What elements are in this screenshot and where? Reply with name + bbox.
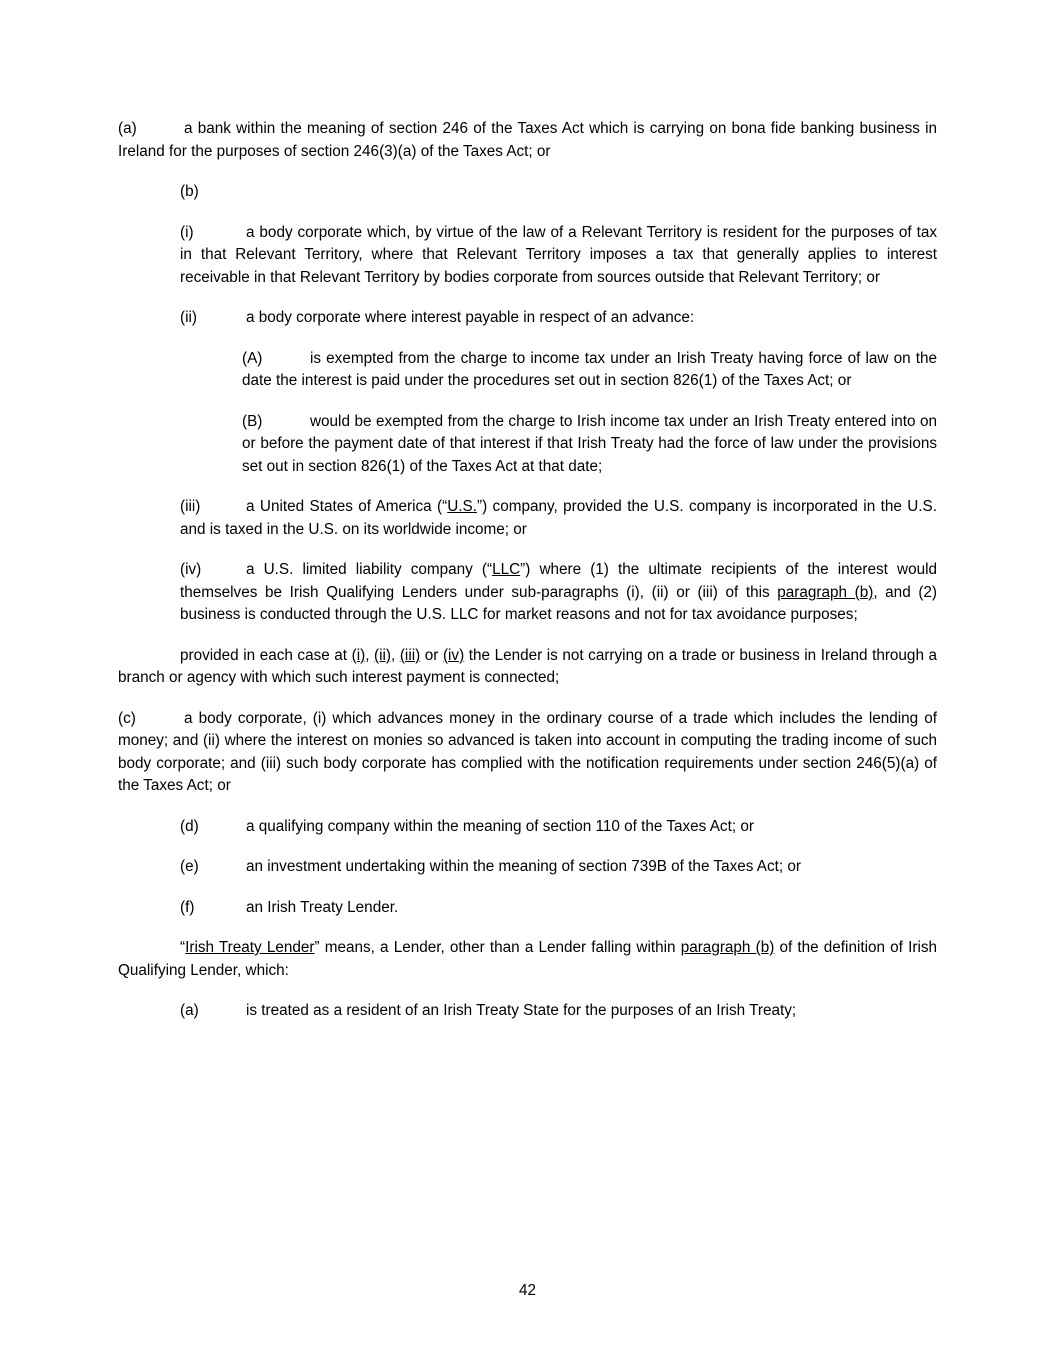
text-run: , <box>391 646 400 664</box>
list-marker: (A) <box>242 349 263 367</box>
paragraph-text: a body corporate where interest payable in respect of an advance: <box>246 309 695 326</box>
paragraph-b-ii <box>180 307 937 330</box>
list-marker: (ii) <box>180 309 197 326</box>
paragraph-text <box>180 498 937 538</box>
text-run: , and (2) business is conducted through the U.S. LLC for market reasons and not for tax avoidance purposes; <box>180 583 938 623</box>
paragraph-text: an investment undertaking within the meaning of section 739B of the Taxes Act; or <box>246 858 801 875</box>
list-marker: (i) <box>180 223 194 241</box>
list-marker: (a) <box>180 1002 199 1019</box>
paragraph-def-a <box>180 1000 937 1023</box>
paragraph-b-iii <box>180 496 937 541</box>
list-marker: (iii) <box>180 498 201 515</box>
paragraph-text: is exempted from the charge to income tax under an Irish Treaty having force of law on the date the interest is paid under the procedures set out in section 826(1) of the Taxes Act; or <box>242 349 937 389</box>
paragraph-text: a bank within the meaning of section 246 of the Taxes Act which is carrying on bona fide banking business in Ireland for the purposes of section 246(3)(a) of the Taxes Act; or <box>118 120 937 160</box>
paragraph-b-marker <box>180 181 937 204</box>
text-run: a United States of America (“ <box>246 498 448 515</box>
paragraph-text: is treated as a resident of an Irish Treaty State for the purposes of an Irish Treaty; <box>246 1002 797 1019</box>
paragraph-e <box>180 856 937 879</box>
paragraph-b-iv <box>180 559 937 627</box>
text-run: or <box>420 646 443 664</box>
underlined-text: LLC <box>492 561 521 578</box>
text-run: “ <box>180 939 186 956</box>
paragraph-text <box>180 561 937 623</box>
text-run: a U.S. limited liability company (“ <box>246 561 493 578</box>
text-run: ”) where (1) the ultimate recipients of the interest would themselves be Irish Qualifying Lenders under sub-paragraphs (i), (ii) or (iii) of this <box>180 561 937 601</box>
list-marker: (e) <box>180 858 199 875</box>
underlined-text: Irish Treaty Lender <box>185 939 315 956</box>
paragraph-text: an Irish Treaty Lender. <box>246 898 399 916</box>
text-run: , <box>365 646 375 664</box>
page-number: 42 <box>518 1282 536 1299</box>
list-marker: (c) <box>118 709 136 727</box>
paragraph-c <box>118 708 937 798</box>
paragraph-text: a body corporate which, by virtue of the law of a Relevant Territory is resident for the purposes of tax in that Relevant Territory, where that Relevant Territory imposes a tax that generally applies to interest receivable in that Relevant Territory by bodies corporate from sources outside that Relevant Territory; or <box>180 223 937 286</box>
paragraph-b-i <box>180 222 937 290</box>
list-marker: (d) <box>180 817 199 835</box>
paragraph-text: a body corporate, (i) which advances money in the ordinary course of a trade which includes the lending of money; and (ii) where the interest on monies so advanced is taken into account in computing the trading income of such body corporate; and (iii) such body corporate has complied with the notification requirements under section 246(5)(a) of the Taxes Act; or <box>118 709 937 794</box>
paragraph-b-ii-A <box>242 348 937 393</box>
paragraph-text: a qualifying company within the meaning of section 110 of the Taxes Act; or <box>246 817 754 835</box>
list-marker: (a) <box>118 120 137 137</box>
paragraph-b-ii-B <box>242 411 937 479</box>
paragraph-irish-treaty-lender-definition <box>118 937 937 982</box>
list-marker: (B) <box>242 412 263 430</box>
underlined-text: paragraph (b) <box>680 939 775 956</box>
paragraph-a-bank <box>118 118 937 163</box>
paragraph-text <box>118 647 937 687</box>
text-run: ”) company, provided the U.S. company is incorporated in the U.S. and is taxed in the U.S. on its worldwide income; or <box>180 498 937 538</box>
list-marker: (iv) <box>180 561 202 578</box>
text-run: ” means, a Lender, other than a Lender falling within <box>314 939 681 956</box>
underlined-text: paragraph (b) <box>777 583 874 601</box>
underlined-text: (iii) <box>399 646 421 664</box>
paragraph-text <box>118 939 937 979</box>
underlined-text: U.S. <box>447 498 477 515</box>
list-marker: (f) <box>180 898 195 916</box>
paragraph-f <box>180 897 937 920</box>
list-marker: (b) <box>180 183 199 200</box>
underlined-text: (iv) <box>442 646 465 664</box>
text-run: provided in each case at <box>180 646 352 664</box>
underlined-text: (i) <box>351 646 366 664</box>
underlined-text: (ii) <box>374 646 392 664</box>
paragraph-d <box>180 816 937 839</box>
paragraph-provided <box>118 645 937 690</box>
text-run: the Lender is not carrying on a trade or business in Ireland through a branch or agency with which such interest payment is connected; <box>118 646 938 686</box>
paragraph-text: would be exempted from the charge to Irish income tax under an Irish Treaty entered into on or before the payment date of that interest if that Irish Treaty had the force of law under the provisions set out in section 826(1) of the Taxes Act at that date; <box>242 412 937 475</box>
text-run: of the definition of Irish Qualifying Lender, which: <box>118 939 937 979</box>
